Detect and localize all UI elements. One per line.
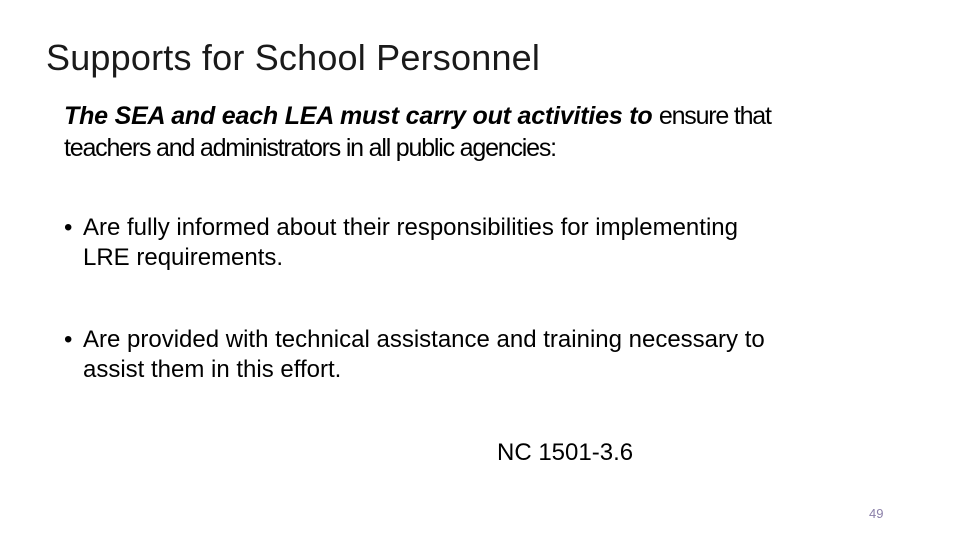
bullet-dot-icon: • xyxy=(64,214,73,241)
bullet-text: Are provided with technical assistance and training necessary to assist them in this effort. xyxy=(83,326,765,383)
bullet-item xyxy=(64,325,784,385)
citation: NC 1501-3.6 xyxy=(497,439,634,466)
intro-paragraph xyxy=(64,100,824,164)
bullet-text: Are fully informed about their responsibilities for implementing LRE requirements. xyxy=(83,214,738,271)
bullet-dot-icon: • xyxy=(64,326,73,353)
page-number: 49 xyxy=(869,506,884,521)
bullet-item xyxy=(64,213,784,273)
slide-title: Supports for School Personnel xyxy=(46,37,541,78)
intro-emphasis: The SEA and each LEA must carry out activities to xyxy=(64,102,653,130)
intro-rest: ensure that teachers and administrators in all public agencies: xyxy=(64,102,771,162)
